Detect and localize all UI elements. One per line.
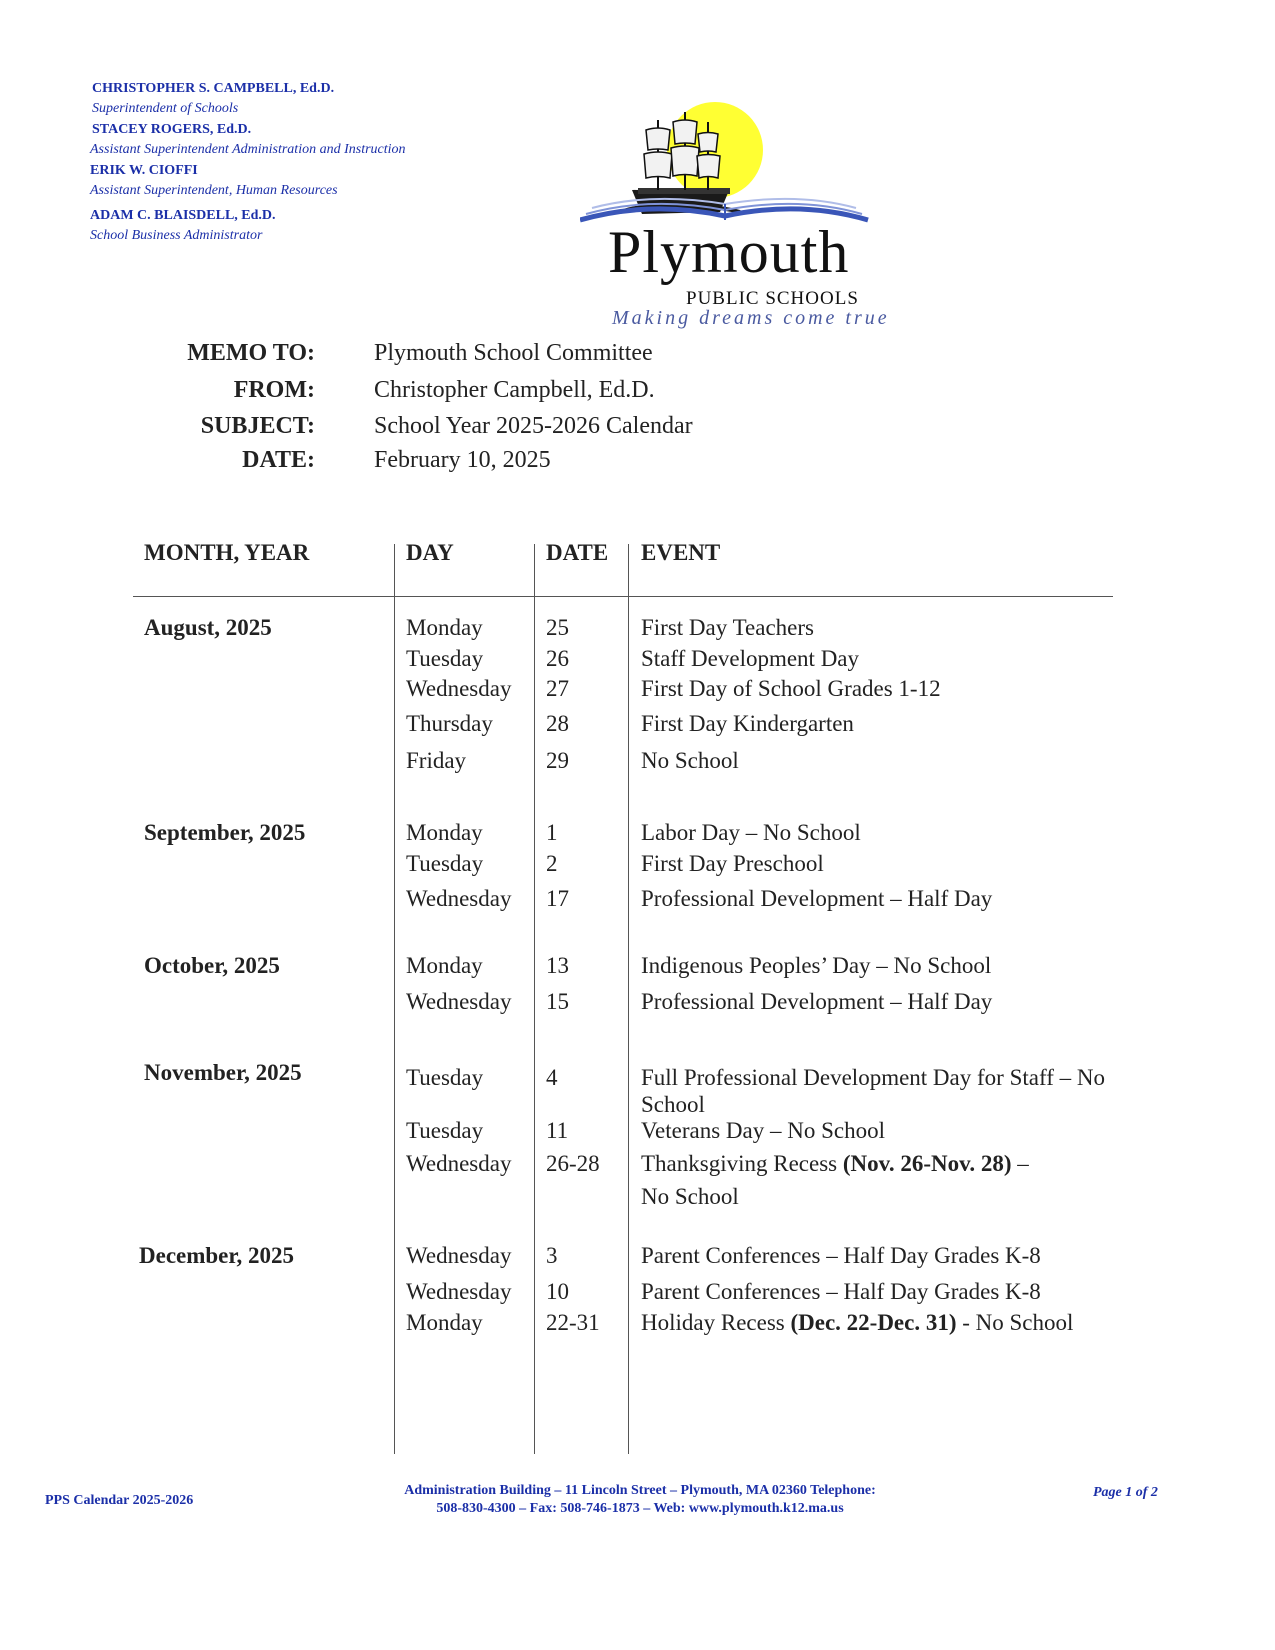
day-cell: Wednesday	[406, 1279, 512, 1304]
staff-title: School Business Administrator	[90, 228, 263, 243]
date-cell: 29	[546, 748, 569, 773]
day-cell: Wednesday	[406, 989, 512, 1014]
event-cell: Indigenous Peoples’ Day – No School	[641, 953, 992, 978]
logo-subtitle: PUBLIC SCHOOLS	[686, 288, 859, 309]
col-header-day: DAY	[406, 540, 454, 565]
month-label: December, 2025	[139, 1243, 294, 1268]
footer-address-line: Administration Building – 11 Lincoln Street – Plymouth, MA 02360 Telephone:	[404, 1483, 876, 1498]
event-cell: First Day Teachers	[641, 615, 814, 640]
col-header-date: DATE	[546, 540, 609, 565]
date-cell: 2	[546, 851, 558, 876]
month-label: August, 2025	[144, 615, 272, 640]
date-cell: 3	[546, 1243, 558, 1268]
staff-name: CHRISTOPHER S. CAMPBELL, Ed.D.	[92, 81, 335, 96]
date-cell: 13	[546, 953, 569, 978]
col-header-event: EVENT	[641, 540, 721, 565]
date-cell: 25	[546, 615, 569, 640]
month-label: October, 2025	[144, 953, 280, 978]
day-cell: Wednesday	[406, 676, 512, 701]
event-cell	[641, 1309, 1073, 1336]
date-cell: 11	[546, 1118, 569, 1143]
column-divider	[628, 544, 629, 1454]
event-text: - No School	[956, 1310, 1074, 1335]
memo-subject-value: School Year 2025-2026 Calendar	[374, 413, 693, 439]
event-text: –	[1011, 1151, 1029, 1176]
staff-title: Assistant Superintendent, Human Resources	[90, 183, 338, 198]
memo-from-value: Christopher Campbell, Ed.D.	[374, 377, 655, 403]
event-cell: Full Professional Development Day for Staff – No School	[641, 1065, 1105, 1117]
month-label: November, 2025	[144, 1060, 302, 1085]
day-cell: Thursday	[406, 711, 493, 736]
footer-address	[340, 1483, 940, 1517]
day-cell: Monday	[406, 615, 483, 640]
event-cell: Professional Development – Half Day	[641, 886, 993, 911]
event-cell: First Day Preschool	[641, 851, 824, 876]
memo-date-label: DATE:	[242, 447, 315, 473]
event-text: Holiday Recess	[641, 1310, 791, 1335]
day-cell: Friday	[406, 748, 467, 773]
month-label: September, 2025	[144, 820, 306, 845]
day-cell: Tuesday	[406, 1065, 484, 1090]
event-cell: No School	[641, 748, 739, 773]
memo-date-value: February 10, 2025	[374, 447, 551, 473]
day-cell: Tuesday	[406, 851, 484, 876]
date-cell: 1	[546, 820, 558, 845]
staff-name: STACEY ROGERS, Ed.D.	[92, 122, 252, 137]
date-cell: 27	[546, 676, 569, 701]
date-cell: 10	[546, 1279, 569, 1304]
event-cell: First Day Kindergarten	[641, 711, 854, 736]
logo-wordmark: Plymouth	[608, 219, 850, 285]
event-cell: Labor Day – No School	[641, 820, 861, 845]
memo-to-label: MEMO TO:	[187, 340, 315, 366]
event-text: Thanksgiving Recess	[641, 1151, 843, 1176]
event-cell	[641, 1150, 1029, 1177]
date-cell: 26	[546, 646, 569, 671]
staff-name: ADAM C. BLAISDELL, Ed.D.	[90, 208, 276, 223]
staff-name: ERIK W. CIOFFI	[90, 163, 198, 178]
day-cell: Tuesday	[406, 1118, 484, 1143]
day-cell: Wednesday	[406, 1243, 512, 1268]
day-cell: Monday	[406, 1310, 483, 1335]
day-cell: Wednesday	[406, 886, 512, 911]
event-cell: Parent Conferences – Half Day Grades K-8	[641, 1243, 1041, 1268]
date-cell: 17	[546, 886, 569, 911]
page-number: Page 1 of 2	[1093, 1485, 1158, 1500]
logo-tagline: Making dreams come true	[612, 307, 890, 329]
column-divider	[534, 544, 535, 1454]
event-cell: First Day of School Grades 1-12	[641, 676, 941, 701]
staff-title: Assistant Superintendent Administration and Instruction	[90, 142, 406, 157]
date-cell: 28	[546, 711, 569, 736]
event-date-range: (Dec. 22-Dec. 31)	[790, 1310, 957, 1335]
col-header-month: MONTH, YEAR	[144, 540, 310, 565]
event-cell: Staff Development Day	[641, 646, 860, 671]
day-cell: Tuesday	[406, 646, 484, 671]
memo-from-label: FROM:	[233, 377, 315, 403]
date-cell: 26-28	[546, 1151, 600, 1176]
event-cell: Veterans Day – No School	[641, 1118, 886, 1143]
date-cell: 4	[546, 1065, 558, 1090]
header-divider	[133, 596, 1113, 597]
day-cell: Wednesday	[406, 1151, 512, 1176]
day-cell: Monday	[406, 953, 483, 978]
footer-contact-line: 508-830-4300 – Fax: 508-746-1873 – Web: www.plymouth.k12.ma.us	[436, 1501, 844, 1516]
memo-to-value: Plymouth School Committee	[374, 340, 653, 366]
column-divider	[394, 544, 395, 1454]
day-cell: Monday	[406, 820, 483, 845]
event-cell: Professional Development – Half Day	[641, 989, 993, 1014]
event-cell-continued: No School	[641, 1184, 739, 1209]
footer-doc-title: PPS Calendar 2025-2026	[45, 1493, 194, 1508]
date-cell: 22-31	[546, 1310, 600, 1335]
event-date-range: (Nov. 26-Nov. 28)	[842, 1151, 1012, 1176]
staff-title: Superintendent of Schools	[92, 101, 239, 116]
event-cell: Parent Conferences – Half Day Grades K-8	[641, 1279, 1041, 1304]
date-cell: 15	[546, 989, 569, 1014]
memo-subject-label: SUBJECT:	[200, 413, 315, 439]
